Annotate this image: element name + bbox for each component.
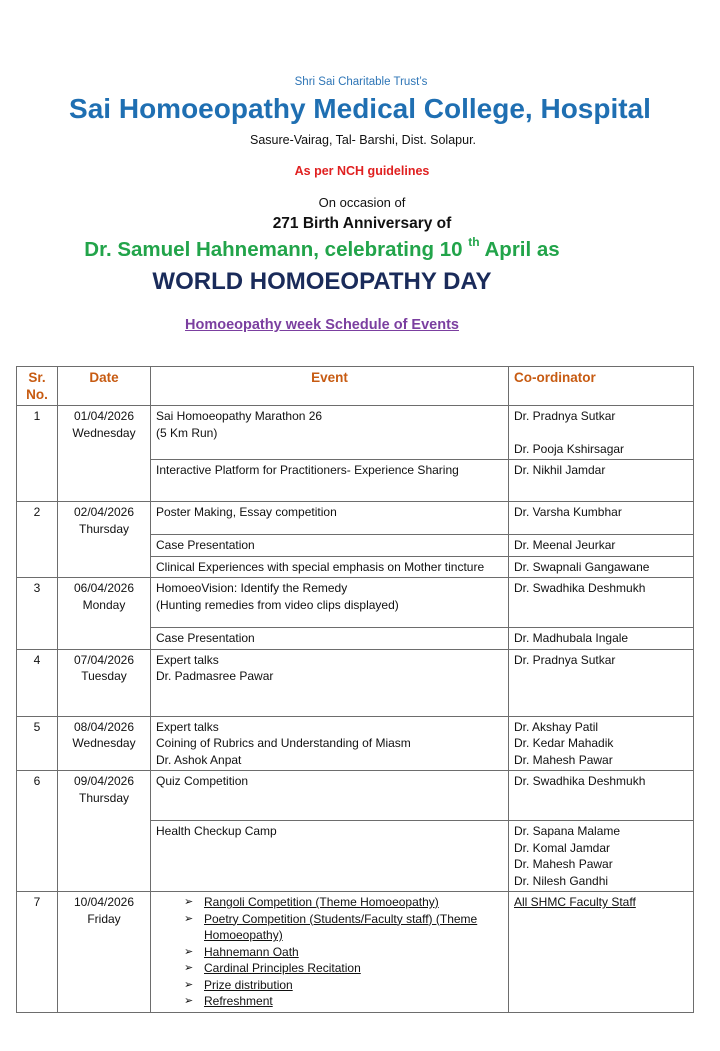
event-cell (151, 892, 509, 1013)
event-line: Sai Homoeopathy Marathon 26 (156, 409, 323, 423)
event-line: (Hunting remedies from video clips displayed) (156, 597, 399, 612)
event-line: (5 Km Run) (156, 425, 218, 440)
coordinator-cell: Dr. Swapnali Gangawane (509, 556, 694, 578)
date-cell (58, 716, 151, 771)
event-cell: Health Checkup Camp (151, 821, 509, 892)
list-item (184, 944, 503, 961)
header-coordinator: Co-ordinator (509, 367, 694, 406)
coordinator-cell: Dr. Nikhil Jamdar (509, 460, 694, 502)
coordinator-cell: Dr. Varsha Kumbhar (509, 502, 694, 535)
event-line: Dr. Ashok Anpat (156, 752, 242, 767)
list-item (184, 911, 503, 944)
celebrating-line (0, 237, 682, 262)
day-text: Friday (87, 911, 121, 926)
arrow-bullet-icon: ➢ (184, 896, 194, 908)
coordinator-cell: Dr. Swadhika Deshmukh (509, 771, 694, 821)
coordinator-name: Dr. Kedar Mahadik (514, 736, 614, 750)
list-item (184, 993, 503, 1010)
date-text: 06/04/2026 (73, 581, 135, 595)
table-row (17, 716, 694, 771)
coordinator-name: Dr. Mahesh Pawar (514, 752, 613, 767)
sr-cell: 7 (17, 892, 58, 1013)
date-text: 08/04/2026 (73, 719, 135, 734)
day-text: Wednesday (72, 736, 136, 750)
event-line: HomoeoVision: Identify the Remedy (156, 581, 348, 595)
coordinator-cell (509, 406, 694, 460)
table-row (17, 502, 694, 535)
coordinator-name: Dr. Sapana Malame (514, 824, 621, 838)
nch-note: As per NCH guidelines (294, 164, 430, 178)
event-cell (151, 649, 509, 716)
event-cell: Quiz Competition (151, 771, 509, 821)
schedule-table (16, 366, 694, 1013)
celebrating-text-end: April as (479, 237, 560, 261)
event-cell (151, 578, 509, 628)
trust-name: Shri Sai Charitable Trust’s (294, 76, 428, 88)
coordinator-cell: Dr. Meenal Jeurkar (509, 535, 694, 557)
college-address: Sasure-Vairag, Tal- Barshi, Dist. Solapur. (249, 133, 477, 147)
event-item: Rangoli Competition (Theme Homoeopathy) (204, 895, 439, 909)
coordinator-name: Dr. Mahesh Pawar (514, 857, 613, 871)
arrow-bullet-icon: ➢ (184, 945, 194, 958)
event-cell (151, 716, 509, 771)
date-cell (58, 649, 151, 716)
date-text: 01/04/2026 (73, 409, 135, 423)
sr-cell: 1 (17, 406, 58, 502)
date-cell (58, 406, 151, 502)
coordinator-cell: Dr. Pradnya Sutkar (509, 649, 694, 716)
schedule-title: Homoeopathy week Schedule of Events (185, 317, 459, 333)
header-event: Event (151, 367, 509, 406)
day-text: Wednesday (72, 425, 136, 440)
coordinator-cell (509, 716, 694, 771)
day-text: Monday (82, 597, 126, 612)
date-cell (58, 771, 151, 892)
arrow-bullet-icon: ➢ (184, 962, 194, 974)
table-row (17, 649, 694, 716)
date-cell (58, 578, 151, 650)
sr-cell: 4 (17, 649, 58, 716)
coordinator-name: Dr. Nilesh Gandhi (514, 873, 609, 888)
arrow-bullet-icon: ➢ (184, 995, 194, 1007)
event-item: Cardinal Principles Recitation (204, 961, 361, 975)
date-text: 09/04/2026 (73, 774, 135, 788)
event-item: Hahnemann Oath (204, 944, 299, 959)
coordinator-name: Dr. Komal Jamdar (514, 840, 611, 855)
event-line: Expert talks (156, 719, 219, 734)
table-row (17, 406, 694, 460)
coordinator-name: All SHMC Faculty Staff (514, 895, 636, 909)
coordinator-cell: Dr. Madhubala Ingale (509, 628, 694, 650)
event-line: Dr. Padmasree Pawar (156, 669, 274, 683)
occasion-line: On occasion of (318, 195, 406, 210)
sr-cell: 6 (17, 771, 58, 892)
date-cell (58, 502, 151, 578)
table-row (17, 578, 694, 628)
coordinator-name: Dr. Pooja Kshirsagar (514, 441, 625, 456)
sr-cell: 3 (17, 578, 58, 650)
day-text: Thursday (78, 790, 130, 805)
anniversary-line: 271 Birth Anniversary of (272, 215, 452, 232)
list-item (184, 960, 503, 977)
coordinator-name: Dr. Akshay Patil (514, 719, 599, 734)
day-text: Tuesday (81, 669, 127, 683)
table-row (17, 892, 694, 1013)
celebrating-text: Dr. Samuel Hahnemann, celebrating 10 (84, 237, 469, 261)
day-text: Thursday (78, 521, 130, 536)
college-title: Sai Homoeopathy Medical College, Hospital (69, 93, 651, 124)
event-line: Coining of Rubrics and Understanding of Miasm (156, 736, 411, 750)
event-line: Expert talks (156, 652, 219, 667)
date-text: 10/04/2026 (73, 895, 135, 909)
date-text: 02/04/2026 (73, 505, 135, 519)
event-item: Prize distribution (204, 977, 293, 992)
table-header-row (17, 367, 694, 406)
ordinal-suffix: th (468, 235, 480, 249)
list-item (184, 894, 503, 911)
event-cell (151, 406, 509, 460)
event-cell: Clinical Experiences with special emphasis on Mother tincture (151, 556, 509, 578)
header-sr-no: Sr. No. (17, 367, 58, 406)
date-cell (58, 892, 151, 1013)
event-cell: Poster Making, Essay competition (151, 502, 509, 535)
event-item: Poetry Competition (Students/Faculty staff) (Theme Homoeopathy) (204, 911, 478, 942)
header-date: Date (58, 367, 151, 406)
event-cell: Interactive Platform for Practitioners- Experience Sharing (151, 460, 509, 502)
world-homoeopathy-day-title: WORLD HOMOEOPATHY DAY (152, 268, 492, 295)
arrow-bullet-icon: ➢ (184, 912, 194, 925)
sr-cell: 2 (17, 502, 58, 578)
event-item: Refreshment (204, 994, 273, 1008)
event-cell: Case Presentation (151, 535, 509, 557)
coordinator-cell (509, 892, 694, 1013)
event-list (156, 894, 503, 1010)
coordinator-name: Dr. Pradnya Sutkar (514, 409, 616, 423)
coordinator-cell (509, 821, 694, 892)
date-text: 07/04/2026 (73, 652, 135, 667)
sr-cell: 5 (17, 716, 58, 771)
event-cell: Case Presentation (151, 628, 509, 650)
list-item (184, 977, 503, 994)
arrow-bullet-icon: ➢ (184, 978, 194, 991)
table-row (17, 771, 694, 821)
coordinator-cell: Dr. Swadhika Deshmukh (509, 578, 694, 628)
